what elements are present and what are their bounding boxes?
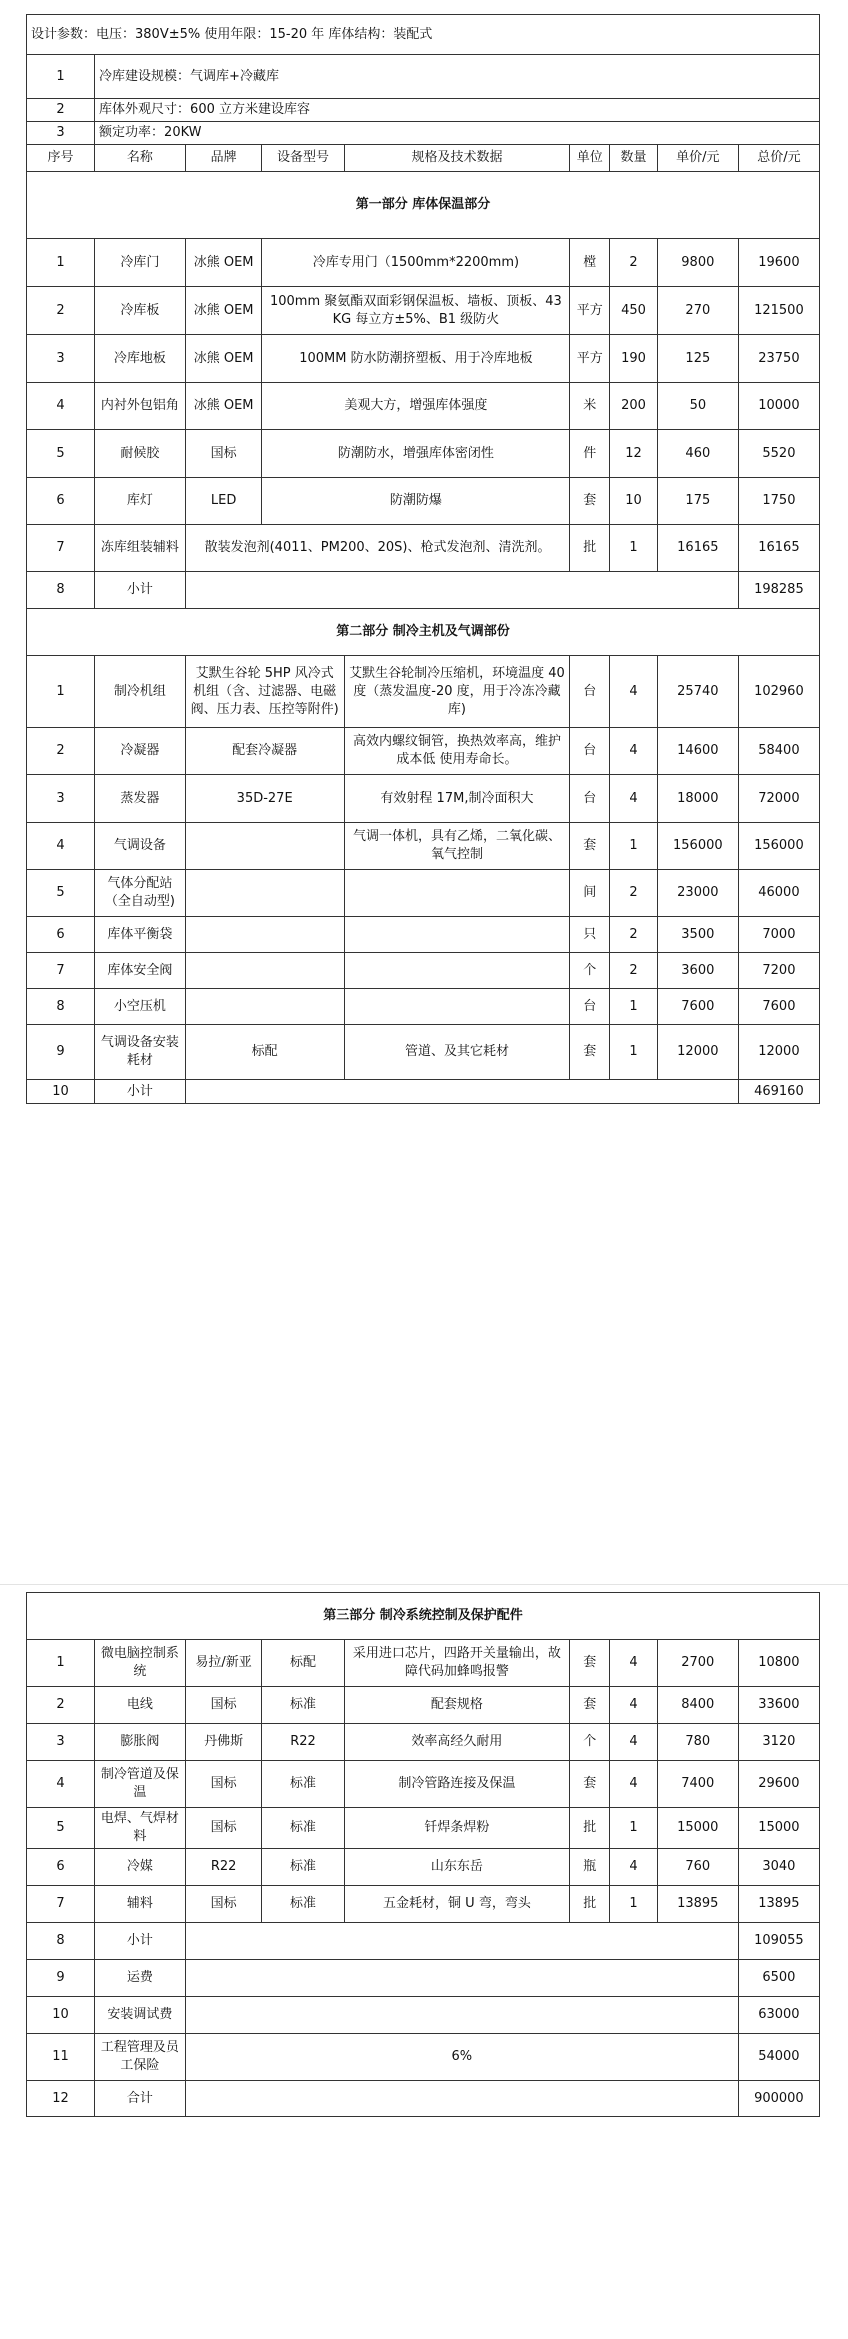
item-spec: 山东东岳	[344, 1849, 570, 1886]
summary-label: 工程管理及员工保险	[95, 2034, 186, 2081]
row-number: 1	[27, 239, 95, 287]
item-total: 23750	[738, 335, 819, 383]
item-name: 冷库门	[95, 239, 186, 287]
summary-row	[27, 1960, 820, 1997]
item-unit: 平方	[570, 335, 610, 383]
item-unit: 套	[570, 1025, 610, 1080]
row-number: 6	[27, 1849, 95, 1886]
item-brand: 冰熊 OEM	[185, 383, 262, 430]
summary-note	[185, 1997, 738, 2034]
row-number: 2	[27, 287, 95, 335]
summary-row	[27, 1923, 820, 1960]
summary-row	[27, 2034, 820, 2081]
table-row	[27, 1640, 820, 1687]
quote-table-part3	[26, 1592, 820, 2117]
item-price: 12000	[657, 1025, 738, 1080]
row-number: 9	[27, 1960, 95, 1997]
item-price: 270	[657, 287, 738, 335]
item-unit: 个	[570, 1724, 610, 1761]
row-number: 8	[27, 572, 95, 609]
item-qty: 4	[610, 728, 658, 775]
item-qty: 2	[610, 239, 658, 287]
page-separator	[0, 1584, 848, 1585]
item-spec: 艾默生谷轮制冷压缩机，环境温度 40 度（蒸发温度-20 度，用于冷冻冷藏库)	[344, 656, 570, 728]
summary-note: 6%	[185, 2034, 738, 2081]
item-brand: 国标	[185, 1761, 262, 1808]
column-header: 序号	[27, 145, 95, 172]
row-number: 3	[27, 775, 95, 823]
info-row	[27, 55, 820, 99]
item-model: R22	[262, 1724, 344, 1761]
item-spec: 钎焊条焊粉	[344, 1808, 570, 1849]
column-header: 总价/元	[738, 145, 819, 172]
row-number: 4	[27, 1761, 95, 1808]
item-brand: 冰熊 OEM	[185, 335, 262, 383]
item-price: 18000	[657, 775, 738, 823]
item-price: 2700	[657, 1640, 738, 1687]
quote-table-part1-2	[26, 14, 820, 1104]
item-name: 冷库板	[95, 287, 186, 335]
item-name: 气调设备	[95, 823, 186, 870]
row-number: 12	[27, 2081, 95, 2117]
row-number: 9	[27, 1025, 95, 1080]
item-name: 冷媒	[95, 1849, 186, 1886]
item-brand: 国标	[185, 1808, 262, 1849]
item-brand-model: 配套冷凝器	[185, 728, 344, 775]
item-qty: 1	[610, 823, 658, 870]
table-row	[27, 1886, 820, 1923]
item-price: 156000	[657, 823, 738, 870]
table-row	[27, 656, 820, 728]
section-title: 第三部分 制冷系统控制及保护配件	[27, 1593, 820, 1640]
info-text: 冷库建设规模：气调库+冷藏库	[95, 55, 820, 99]
item-spec: 配套规格	[344, 1687, 570, 1724]
row-number: 8	[27, 1923, 95, 1960]
item-total: 15000	[738, 1808, 819, 1849]
item-qty: 4	[610, 656, 658, 728]
item-total: 7600	[738, 989, 819, 1025]
item-price: 125	[657, 335, 738, 383]
item-unit: 批	[570, 525, 610, 572]
item-price: 175	[657, 478, 738, 525]
item-unit: 套	[570, 1761, 610, 1808]
row-number: 11	[27, 2034, 95, 2081]
item-name: 微电脑控制系统	[95, 1640, 186, 1687]
item-qty: 10	[610, 478, 658, 525]
column-header: 单位	[570, 145, 610, 172]
item-total: 7000	[738, 917, 819, 953]
table-row	[27, 1025, 820, 1080]
summary-value: 6500	[738, 1960, 819, 1997]
row-number: 7	[27, 953, 95, 989]
item-brand-model	[185, 917, 344, 953]
item-unit: 台	[570, 728, 610, 775]
item-brand-model: 艾默生谷轮 5HP 风冷式机组（含、过滤器、电磁阀、压力表、压控等附件)	[185, 656, 344, 728]
table-row	[27, 917, 820, 953]
item-unit: 个	[570, 953, 610, 989]
section-title: 第二部分 制冷主机及气调部份	[27, 609, 820, 656]
item-spec: 冷库专用门（1500mm*2200mm)	[262, 239, 570, 287]
row-number: 1	[27, 1640, 95, 1687]
table-row	[27, 478, 820, 525]
design-params: 设计参数：电压：380V±5% 使用年限：15-20 年 库体结构：装配式	[27, 15, 820, 55]
section-title-row	[27, 1593, 820, 1640]
item-unit: 件	[570, 430, 610, 478]
item-qty: 1	[610, 1886, 658, 1923]
item-name: 蒸发器	[95, 775, 186, 823]
item-spec	[344, 917, 570, 953]
item-total: 156000	[738, 823, 819, 870]
table-row	[27, 1808, 820, 1849]
subtotal-value: 469160	[738, 1080, 819, 1104]
item-total: 10000	[738, 383, 819, 430]
item-unit: 台	[570, 989, 610, 1025]
item-brand: 冰熊 OEM	[185, 287, 262, 335]
item-qty: 200	[610, 383, 658, 430]
item-spec: 防潮防水，增强库体密闭性	[262, 430, 570, 478]
item-unit: 批	[570, 1808, 610, 1849]
summary-value: 109055	[738, 1923, 819, 1960]
item-spec: 制冷管路连接及保温	[344, 1761, 570, 1808]
item-price: 7400	[657, 1761, 738, 1808]
summary-row	[27, 2081, 820, 2117]
item-spec: 有效射程 17M,制冷面积大	[344, 775, 570, 823]
item-brand-model	[185, 870, 344, 917]
row-number: 10	[27, 1080, 95, 1104]
item-brand-model: 标配	[185, 1025, 344, 1080]
empty-cell	[185, 1080, 738, 1104]
section-title-row	[27, 609, 820, 656]
item-price: 16165	[657, 525, 738, 572]
item-name: 电线	[95, 1687, 186, 1724]
row-number: 6	[27, 478, 95, 525]
table-row	[27, 287, 820, 335]
item-brand: LED	[185, 478, 262, 525]
item-model: 标配	[262, 1640, 344, 1687]
item-name: 小空压机	[95, 989, 186, 1025]
item-qty: 450	[610, 287, 658, 335]
summary-label: 运费	[95, 1960, 186, 1997]
item-unit: 米	[570, 383, 610, 430]
item-name: 制冷管道及保温	[95, 1761, 186, 1808]
item-brand: 丹佛斯	[185, 1724, 262, 1761]
item-name: 冻库组装辅料	[95, 525, 186, 572]
item-total: 3120	[738, 1724, 819, 1761]
item-spec: 散装发泡剂(4011、PM200、20S)、枪式发泡剂、清洗剂。	[185, 525, 570, 572]
item-qty: 4	[610, 775, 658, 823]
item-name: 电焊、气焊材料	[95, 1808, 186, 1849]
summary-value: 900000	[738, 2081, 819, 2117]
column-header: 设备型号	[262, 145, 344, 172]
item-unit: 套	[570, 478, 610, 525]
item-qty: 190	[610, 335, 658, 383]
row-number: 3	[27, 1724, 95, 1761]
item-total: 46000	[738, 870, 819, 917]
row-number: 5	[27, 870, 95, 917]
summary-note	[185, 2081, 738, 2117]
row-number: 3	[27, 335, 95, 383]
item-spec: 美观大方，增强库体强度	[262, 383, 570, 430]
item-unit: 樘	[570, 239, 610, 287]
item-price: 15000	[657, 1808, 738, 1849]
column-header: 规格及技术数据	[344, 145, 570, 172]
row-number: 7	[27, 525, 95, 572]
item-spec: 100mm 聚氨酯双面彩钢保温板、墙板、顶板、43KG 每立方±5%、B1 级防火	[262, 287, 570, 335]
item-name: 冷凝器	[95, 728, 186, 775]
item-total: 102960	[738, 656, 819, 728]
item-name: 库体安全阀	[95, 953, 186, 989]
item-model: 标准	[262, 1849, 344, 1886]
item-brand: R22	[185, 1849, 262, 1886]
item-spec	[344, 870, 570, 917]
row-number: 4	[27, 383, 95, 430]
row-number: 8	[27, 989, 95, 1025]
item-total: 3040	[738, 1849, 819, 1886]
item-price: 14600	[657, 728, 738, 775]
header-row	[27, 145, 820, 172]
item-total: 13895	[738, 1886, 819, 1923]
item-qty: 4	[610, 1761, 658, 1808]
item-qty: 4	[610, 1640, 658, 1687]
table-row	[27, 383, 820, 430]
row-number: 3	[27, 122, 95, 145]
item-unit: 台	[570, 775, 610, 823]
table-row	[27, 1849, 820, 1886]
item-unit: 台	[570, 656, 610, 728]
item-spec: 气调一体机，具有乙烯，二氧化碳、氧气控制	[344, 823, 570, 870]
item-price: 23000	[657, 870, 738, 917]
summary-label: 小计	[95, 1923, 186, 1960]
row-number: 2	[27, 99, 95, 122]
item-brand-model	[185, 823, 344, 870]
item-name: 内衬外包铝角	[95, 383, 186, 430]
item-total: 16165	[738, 525, 819, 572]
row-number: 4	[27, 823, 95, 870]
item-name: 耐候胶	[95, 430, 186, 478]
summary-label: 合计	[95, 2081, 186, 2117]
item-price: 25740	[657, 656, 738, 728]
item-qty: 1	[610, 1025, 658, 1080]
item-total: 72000	[738, 775, 819, 823]
item-qty: 2	[610, 917, 658, 953]
table-row	[27, 953, 820, 989]
item-brand: 国标	[185, 1886, 262, 1923]
item-name: 制冷机组	[95, 656, 186, 728]
info-row	[27, 122, 820, 145]
item-model: 标准	[262, 1808, 344, 1849]
subtotal-label: 小计	[95, 572, 186, 609]
subtotal-row	[27, 1080, 820, 1104]
table-row	[27, 870, 820, 917]
table-row	[27, 430, 820, 478]
item-unit: 平方	[570, 287, 610, 335]
item-brand: 国标	[185, 1687, 262, 1724]
item-name: 冷库地板	[95, 335, 186, 383]
summary-note	[185, 1960, 738, 1997]
item-model: 标准	[262, 1761, 344, 1808]
subtotal-row	[27, 572, 820, 609]
item-total: 5520	[738, 430, 819, 478]
item-qty: 2	[610, 953, 658, 989]
row-number: 5	[27, 1808, 95, 1849]
table-row	[27, 775, 820, 823]
item-name: 膨胀阀	[95, 1724, 186, 1761]
row-number: 1	[27, 656, 95, 728]
item-total: 29600	[738, 1761, 819, 1808]
item-name: 气调设备安装耗材	[95, 1025, 186, 1080]
item-price: 3600	[657, 953, 738, 989]
info-row	[27, 99, 820, 122]
summary-value: 63000	[738, 1997, 819, 2034]
table-row	[27, 525, 820, 572]
info-text: 库体外观尺寸：600 立方米建设库容	[95, 99, 820, 122]
item-unit: 只	[570, 917, 610, 953]
row-number: 7	[27, 1886, 95, 1923]
column-header: 品牌	[185, 145, 262, 172]
item-qty: 1	[610, 989, 658, 1025]
item-total: 121500	[738, 287, 819, 335]
item-spec: 防潮防爆	[262, 478, 570, 525]
item-unit: 套	[570, 1640, 610, 1687]
item-qty: 4	[610, 1849, 658, 1886]
item-price: 760	[657, 1849, 738, 1886]
item-qty: 4	[610, 1724, 658, 1761]
item-total: 10800	[738, 1640, 819, 1687]
item-name: 库体平衡袋	[95, 917, 186, 953]
item-qty: 1	[610, 1808, 658, 1849]
item-qty: 2	[610, 870, 658, 917]
item-unit: 套	[570, 823, 610, 870]
item-total: 1750	[738, 478, 819, 525]
item-brand: 易拉/新亚	[185, 1640, 262, 1687]
empty-cell	[185, 572, 738, 609]
summary-row	[27, 1997, 820, 2034]
column-header: 名称	[95, 145, 186, 172]
row-number: 10	[27, 1997, 95, 2034]
section-title-row	[27, 172, 820, 239]
row-number: 1	[27, 55, 95, 99]
item-price: 460	[657, 430, 738, 478]
column-header: 数量	[610, 145, 658, 172]
item-total: 33600	[738, 1687, 819, 1724]
item-price: 9800	[657, 239, 738, 287]
item-brand: 国标	[185, 430, 262, 478]
item-brand: 冰熊 OEM	[185, 239, 262, 287]
summary-value: 54000	[738, 2034, 819, 2081]
column-header: 单价/元	[657, 145, 738, 172]
row-number: 5	[27, 430, 95, 478]
item-total: 58400	[738, 728, 819, 775]
item-total: 12000	[738, 1025, 819, 1080]
item-total: 7200	[738, 953, 819, 989]
item-spec	[344, 989, 570, 1025]
table-row	[27, 1687, 820, 1724]
item-qty: 1	[610, 525, 658, 572]
summary-label: 安装调试费	[95, 1997, 186, 2034]
table-row	[27, 989, 820, 1025]
row-number: 6	[27, 917, 95, 953]
item-price: 780	[657, 1724, 738, 1761]
item-spec	[344, 953, 570, 989]
subtotal-value: 198285	[738, 572, 819, 609]
item-spec: 采用进口芯片，四路开关量输出，故障代码加蜂鸣报警	[344, 1640, 570, 1687]
item-brand-model	[185, 989, 344, 1025]
item-price: 8400	[657, 1687, 738, 1724]
item-unit: 批	[570, 1886, 610, 1923]
table-row	[27, 239, 820, 287]
item-qty: 4	[610, 1687, 658, 1724]
item-name: 气体分配站（全自动型)	[95, 870, 186, 917]
item-unit: 瓶	[570, 1849, 610, 1886]
table-row	[27, 1724, 820, 1761]
row-number: 2	[27, 1687, 95, 1724]
item-spec: 100MM 防水防潮挤塑板、用于冷库地板	[262, 335, 570, 383]
item-model: 标准	[262, 1687, 344, 1724]
item-spec: 管道、及其它耗材	[344, 1025, 570, 1080]
item-brand-model	[185, 953, 344, 989]
design-params-row	[27, 15, 820, 55]
item-unit: 套	[570, 1687, 610, 1724]
item-price: 13895	[657, 1886, 738, 1923]
item-spec: 五金耗材，铜 U 弯，弯头	[344, 1886, 570, 1923]
item-brand-model: 35D-27E	[185, 775, 344, 823]
row-number: 2	[27, 728, 95, 775]
info-text: 额定功率：20KW	[95, 122, 820, 145]
summary-note	[185, 1923, 738, 1960]
table-row	[27, 823, 820, 870]
item-qty: 12	[610, 430, 658, 478]
item-spec: 效率高经久耐用	[344, 1724, 570, 1761]
item-spec: 高效内螺纹铜管，换热效率高，维护成本低 使用寿命长。	[344, 728, 570, 775]
item-unit: 间	[570, 870, 610, 917]
item-price: 50	[657, 383, 738, 430]
table-row	[27, 1761, 820, 1808]
table-row	[27, 335, 820, 383]
item-model: 标准	[262, 1886, 344, 1923]
item-price: 7600	[657, 989, 738, 1025]
section-title: 第一部分 库体保温部分	[27, 172, 820, 239]
item-name: 辅料	[95, 1886, 186, 1923]
item-total: 19600	[738, 239, 819, 287]
item-name: 库灯	[95, 478, 186, 525]
item-price: 3500	[657, 917, 738, 953]
subtotal-label: 小计	[95, 1080, 186, 1104]
table-row	[27, 728, 820, 775]
